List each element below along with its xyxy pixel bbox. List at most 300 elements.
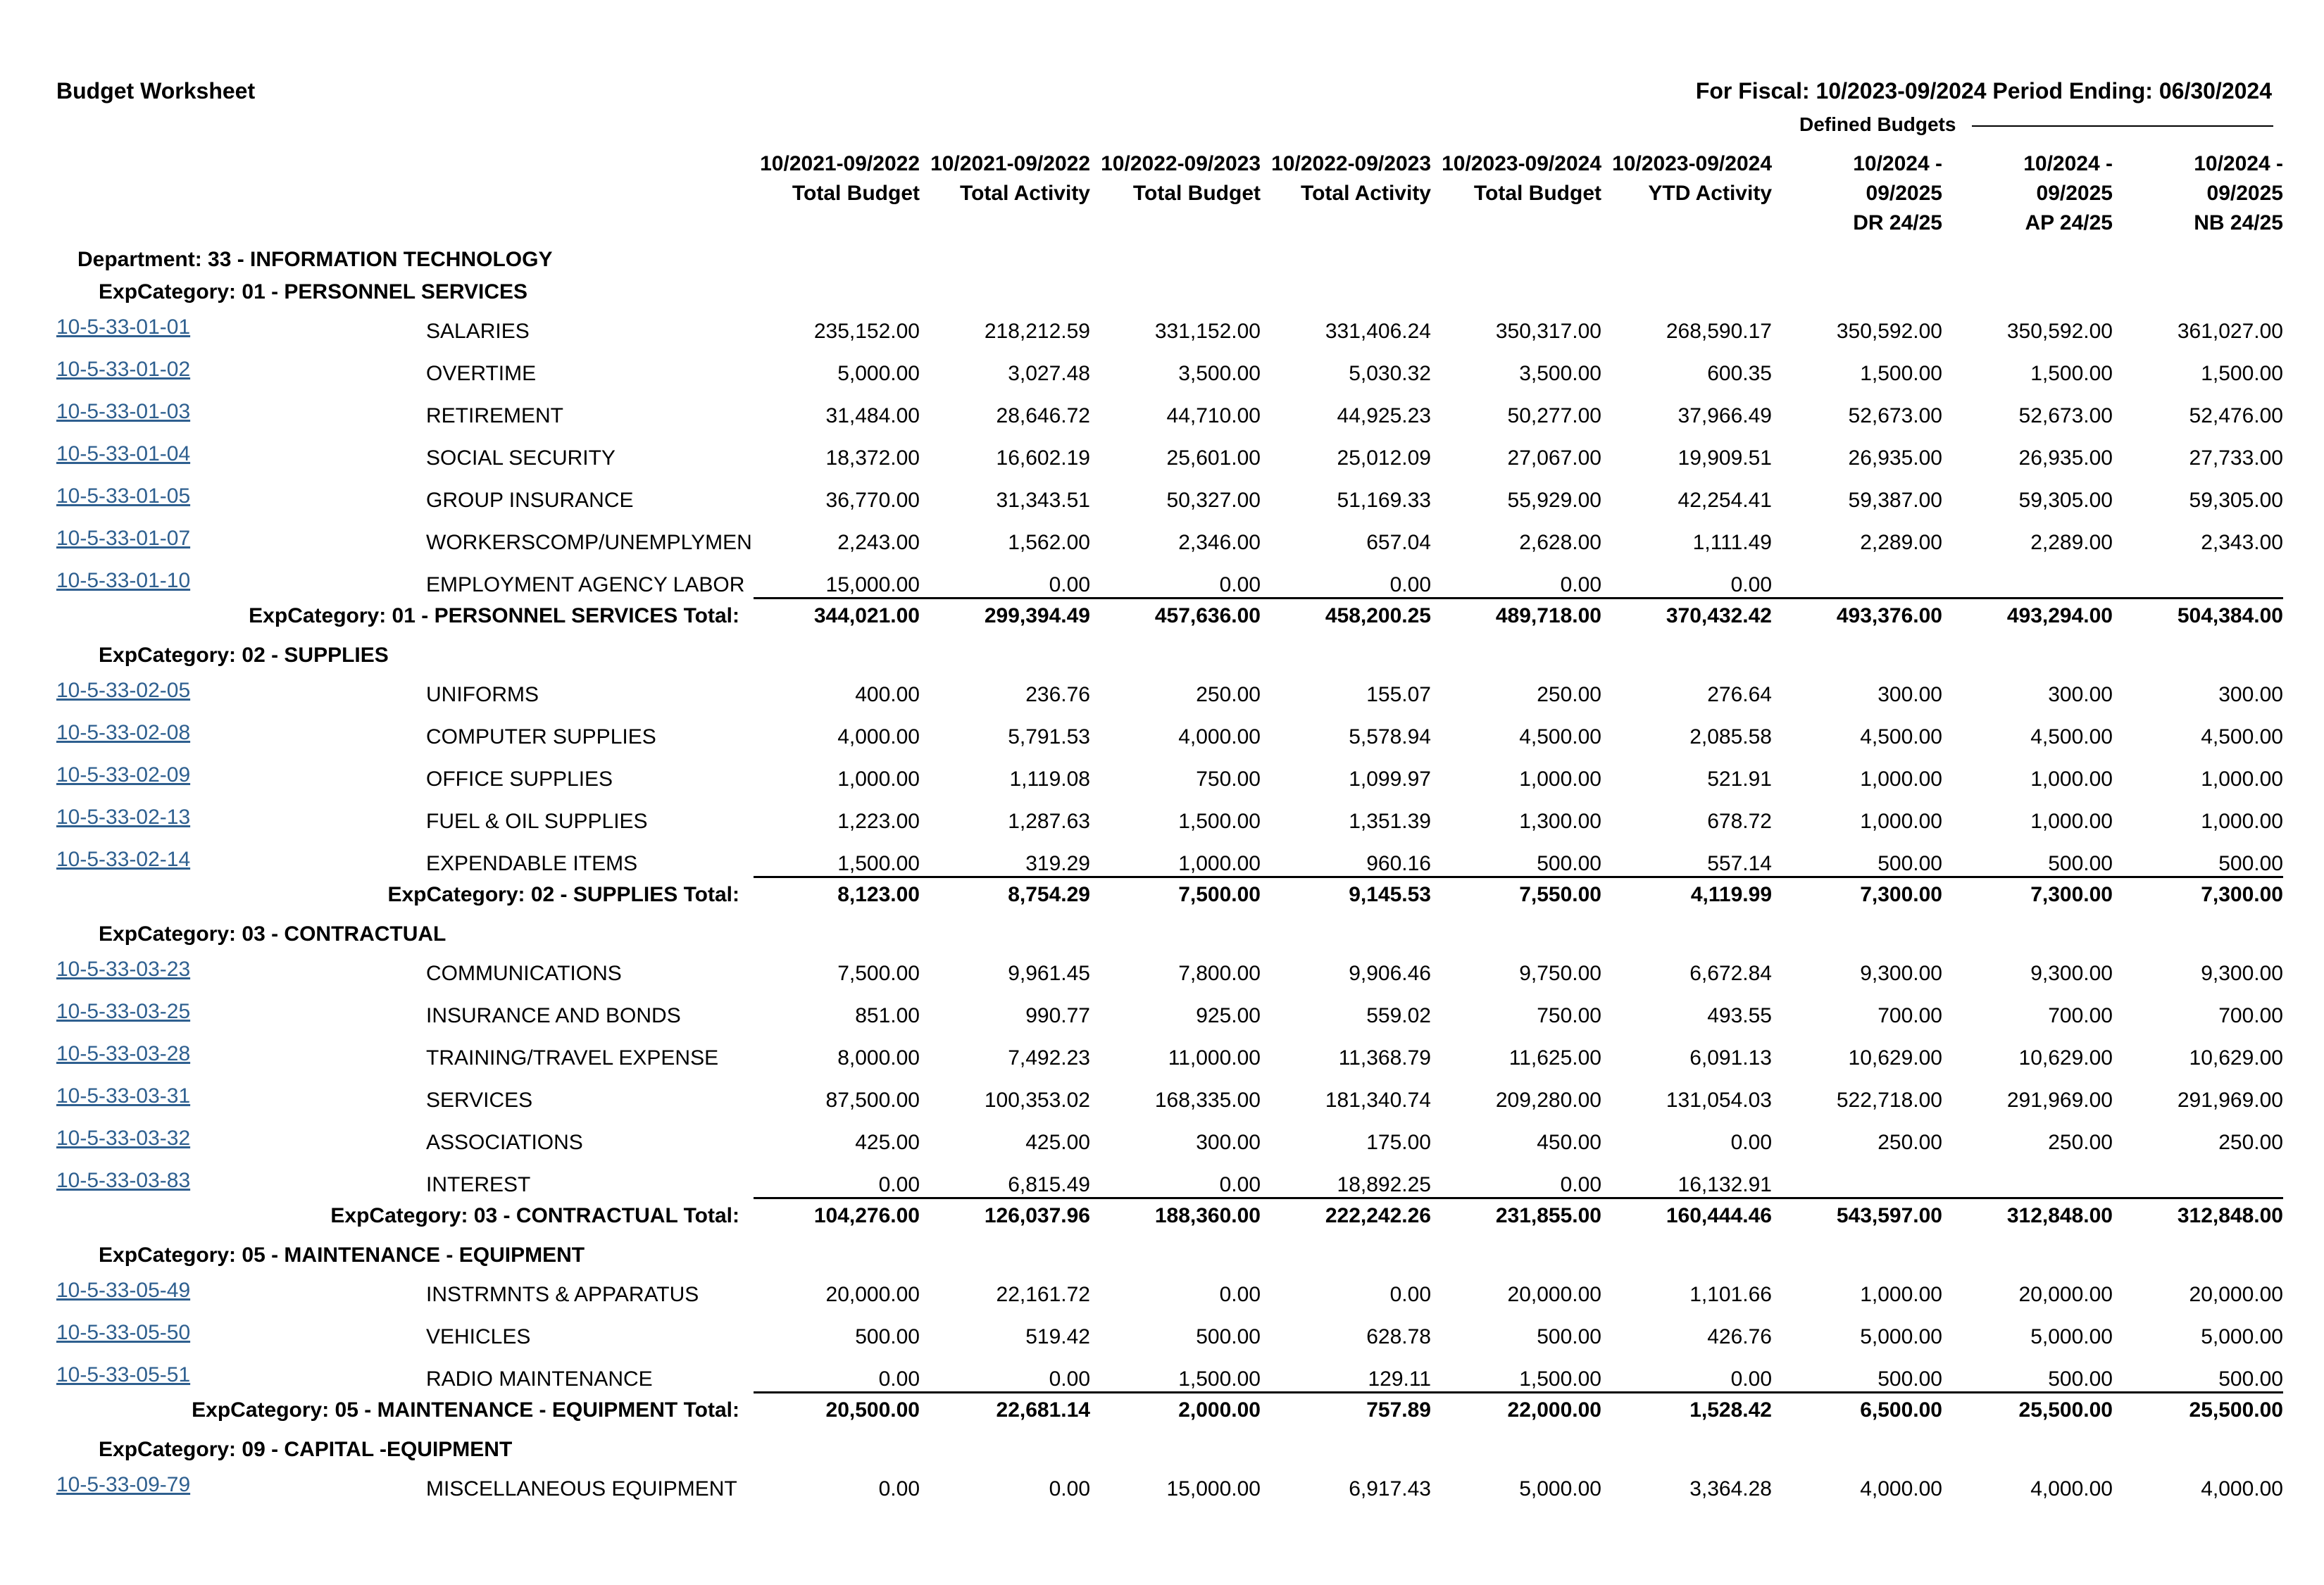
amount-cell: 500.00 — [1196, 1325, 1261, 1348]
category-total-cell: 126,037.96 — [984, 1204, 1090, 1227]
amount-cell: 700.00 — [2048, 1004, 2113, 1027]
amount-cell: 291,969.00 — [2006, 1089, 2113, 1112]
account-link[interactable]: 10-5-33-01-04 — [56, 442, 191, 465]
category-total-cell: 160,444.46 — [1666, 1204, 1772, 1227]
amount-cell: 500.00 — [2048, 852, 2113, 875]
amount-cell: 1,300.00 — [1519, 810, 1601, 833]
amount-cell: 2,289.00 — [2030, 531, 2113, 554]
category-total-cell: 1,528.42 — [1689, 1398, 1772, 1422]
amount-cell: 10,629.00 — [2189, 1046, 2283, 1070]
subtotal-rule — [754, 876, 2283, 878]
category-total-cell: 493,294.00 — [2006, 604, 2113, 627]
amount-cell: 3,500.00 — [1519, 362, 1601, 385]
amount-cell: 6,815.49 — [1008, 1173, 1090, 1196]
account-link[interactable]: 10-5-33-03-32 — [56, 1127, 191, 1150]
line-item-description: COMMUNICATIONS — [426, 962, 622, 985]
amount-cell: 300.00 — [1196, 1131, 1261, 1154]
amount-cell: 450.00 — [1537, 1131, 1601, 1154]
category-total-cell: 222,242.26 — [1325, 1204, 1431, 1227]
amount-cell: 1,287.63 — [1008, 810, 1090, 833]
subtotal-rule — [754, 1197, 2283, 1199]
category-total-cell: 489,718.00 — [1495, 604, 1601, 627]
column-header-line-1: 10/2021-09/2022 — [760, 152, 920, 175]
amount-cell: 15,000.00 — [1166, 1477, 1261, 1501]
amount-cell: 5,000.00 — [2030, 1325, 2113, 1348]
amount-cell: 7,500.00 — [837, 962, 920, 985]
amount-cell: 1,500.00 — [1519, 1367, 1601, 1391]
amount-cell: 9,300.00 — [1860, 962, 1942, 985]
column-header-line-1: 10/2024 - — [2023, 152, 2113, 175]
line-item-description: ASSOCIATIONS — [426, 1131, 583, 1154]
amount-cell: 9,300.00 — [2201, 962, 2283, 985]
amount-cell: 0.00 — [1730, 573, 1772, 596]
amount-cell: 300.00 — [1878, 683, 1942, 706]
amount-cell: 700.00 — [1878, 1004, 1942, 1027]
category-total-cell: 8,123.00 — [837, 883, 920, 906]
amount-cell: 28,646.72 — [996, 404, 1090, 427]
account-link[interactable]: 10-5-33-01-01 — [56, 315, 191, 339]
amount-cell: 678.72 — [1707, 810, 1772, 833]
amount-cell: 657.04 — [1366, 531, 1431, 554]
amount-cell: 1,500.00 — [2030, 362, 2113, 385]
amount-cell: 426.76 — [1707, 1325, 1772, 1348]
column-header-line-2: Total Budget — [792, 182, 920, 205]
column-header-line-1: 10/2024 - — [2194, 152, 2283, 175]
amount-cell: 1,111.49 — [1692, 531, 1772, 554]
amount-cell: 2,085.58 — [1689, 725, 1772, 748]
category-total-cell: 370,432.42 — [1666, 604, 1772, 627]
amount-cell: 500.00 — [2048, 1367, 2113, 1391]
amount-cell: 52,476.00 — [2189, 404, 2283, 427]
line-item-description: RETIREMENT — [426, 404, 563, 427]
account-link[interactable]: 10-5-33-05-49 — [56, 1279, 191, 1302]
line-item-description: EMPLOYMENT AGENCY LABOR — [426, 573, 745, 596]
amount-cell: 400.00 — [855, 683, 920, 706]
column-header-line-1: 10/2021-09/2022 — [930, 152, 1090, 175]
amount-cell: 1,101.66 — [1689, 1283, 1772, 1306]
amount-cell: 15,000.00 — [825, 573, 920, 596]
amount-cell: 36,770.00 — [825, 489, 920, 512]
account-link[interactable]: 10-5-33-01-05 — [56, 484, 191, 508]
fiscal-period: For Fiscal: 10/2023-09/2024 Period Ending: 06/30/2024 — [1695, 78, 2272, 104]
account-link[interactable]: 10-5-33-03-31 — [56, 1084, 191, 1108]
category-total-cell: 25,500.00 — [2018, 1398, 2113, 1422]
amount-cell: 960.16 — [1366, 852, 1431, 875]
amount-cell: 59,305.00 — [2018, 489, 2113, 512]
category-heading: ExpCategory: 03 - CONTRACTUAL — [99, 922, 446, 946]
account-link[interactable]: 10-5-33-01-03 — [56, 400, 191, 423]
line-item-description: INTEREST — [426, 1173, 531, 1196]
category-total-cell: 504,384.00 — [2177, 604, 2283, 627]
account-link[interactable]: 10-5-33-09-79 — [56, 1473, 191, 1496]
amount-cell: 250.00 — [2048, 1131, 2113, 1154]
amount-cell: 1,500.00 — [1178, 1367, 1261, 1391]
amount-cell: 1,000.00 — [1178, 852, 1261, 875]
amount-cell: 276.64 — [1707, 683, 1772, 706]
amount-cell: 425.00 — [1025, 1131, 1090, 1154]
amount-cell: 2,346.00 — [1178, 531, 1261, 554]
amount-cell: 1,000.00 — [2201, 810, 2283, 833]
amount-cell: 990.77 — [1025, 1004, 1090, 1027]
amount-cell: 2,243.00 — [837, 531, 920, 554]
amount-cell: 0.00 — [1730, 1131, 1772, 1154]
category-heading: ExpCategory: 01 - PERSONNEL SERVICES — [99, 280, 528, 303]
amount-cell: 2,628.00 — [1519, 531, 1601, 554]
amount-cell: 87,500.00 — [825, 1089, 920, 1112]
amount-cell: 50,327.00 — [1166, 489, 1261, 512]
column-header-line-2: Total Budget — [1132, 182, 1261, 205]
defined-budgets-label: Defined Budgets — [1799, 113, 1956, 135]
amount-cell: 350,592.00 — [1836, 320, 1942, 343]
amount-cell: 361,027.00 — [2177, 320, 2283, 343]
amount-cell: 500.00 — [2218, 852, 2283, 875]
amount-cell: 20,000.00 — [2018, 1283, 2113, 1306]
category-total-cell: 20,500.00 — [825, 1398, 920, 1422]
amount-cell: 27,067.00 — [1507, 446, 1601, 470]
amount-cell: 350,317.00 — [1495, 320, 1601, 343]
category-total-cell: 299,394.49 — [984, 604, 1090, 627]
subtotal-rule — [754, 597, 2283, 599]
amount-cell: 6,672.84 — [1689, 962, 1772, 985]
amount-cell: 250.00 — [1878, 1131, 1942, 1154]
amount-cell: 522,718.00 — [1836, 1089, 1942, 1112]
amount-cell: 16,132.91 — [1678, 1173, 1772, 1196]
amount-cell: 0.00 — [1219, 1283, 1261, 1306]
amount-cell: 10,629.00 — [1848, 1046, 1942, 1070]
line-item-description: WORKERSCOMP/UNEMPLYMEN — [426, 531, 752, 554]
category-total-cell: 6,500.00 — [1860, 1398, 1942, 1422]
account-link[interactable]: 10-5-33-02-09 — [56, 763, 191, 787]
category-total-cell: 458,200.25 — [1325, 604, 1431, 627]
amount-cell: 52,673.00 — [2018, 404, 2113, 427]
amount-cell: 1,500.00 — [1178, 810, 1261, 833]
amount-cell: 9,961.45 — [1008, 962, 1090, 985]
category-total-cell: 757.89 — [1366, 1398, 1431, 1422]
amount-cell: 500.00 — [2218, 1367, 2283, 1391]
amount-cell: 9,300.00 — [2030, 962, 2113, 985]
category-total-cell: 344,021.00 — [813, 604, 920, 627]
amount-cell: 131,054.03 — [1666, 1089, 1772, 1112]
amount-cell: 500.00 — [855, 1325, 920, 1348]
amount-cell: 20,000.00 — [1507, 1283, 1601, 1306]
amount-cell: 11,625.00 — [1508, 1046, 1601, 1070]
category-total-cell: 312,848.00 — [2177, 1204, 2283, 1227]
amount-cell: 8,000.00 — [837, 1046, 920, 1070]
amount-cell: 1,562.00 — [1008, 531, 1090, 554]
category-total-cell: 4,119.99 — [1690, 883, 1772, 906]
line-item-description: SALARIES — [426, 320, 530, 343]
amount-cell: 559.02 — [1366, 1004, 1431, 1027]
amount-cell: 331,152.00 — [1154, 320, 1261, 343]
amount-cell: 557.14 — [1707, 852, 1772, 875]
report-title: Budget Worksheet — [56, 78, 256, 104]
amount-cell: 18,892.25 — [1337, 1173, 1431, 1196]
amount-cell: 0.00 — [878, 1367, 920, 1391]
amount-cell: 4,500.00 — [2030, 725, 2113, 748]
amount-cell: 750.00 — [1537, 1004, 1601, 1027]
line-item-description: RADIO MAINTENANCE — [426, 1367, 653, 1391]
amount-cell: 100,353.02 — [984, 1089, 1090, 1112]
amount-cell: 291,969.00 — [2177, 1089, 2283, 1112]
category-total-label: ExpCategory: 03 - CONTRACTUAL Total: — [330, 1204, 739, 1227]
category-total-cell: 231,855.00 — [1495, 1204, 1601, 1227]
amount-cell: 0.00 — [1219, 573, 1261, 596]
amount-cell: 350,592.00 — [2006, 320, 2113, 343]
amount-cell: 50,277.00 — [1507, 404, 1601, 427]
category-total-cell: 7,300.00 — [1860, 883, 1942, 906]
amount-cell: 425.00 — [855, 1131, 920, 1154]
amount-cell: 11,000.00 — [1168, 1046, 1261, 1070]
amount-cell: 59,305.00 — [2189, 489, 2283, 512]
amount-cell: 4,000.00 — [2030, 1477, 2113, 1501]
amount-cell: 5,000.00 — [1519, 1477, 1601, 1501]
amount-cell: 600.35 — [1707, 362, 1772, 385]
account-link[interactable]: 10-5-33-03-83 — [56, 1169, 191, 1192]
amount-cell: 500.00 — [1537, 852, 1601, 875]
column-header-line-2: Total Activity — [959, 182, 1090, 205]
amount-cell: 25,601.00 — [1166, 446, 1261, 470]
amount-cell: 0.00 — [1049, 1367, 1090, 1391]
amount-cell: 5,791.53 — [1008, 725, 1090, 748]
department-heading: Department: 33 - INFORMATION TECHNOLOGY — [77, 248, 553, 271]
category-total-cell: 22,681.14 — [996, 1398, 1090, 1422]
amount-cell: 250.00 — [2218, 1131, 2283, 1154]
amount-cell: 300.00 — [2218, 683, 2283, 706]
amount-cell: 5,030.32 — [1349, 362, 1431, 385]
amount-cell: 1,000.00 — [2201, 768, 2283, 791]
category-total-cell: 7,550.00 — [1519, 883, 1601, 906]
column-header-line-1: 10/2022-09/2023 — [1101, 152, 1261, 175]
amount-cell: 268,590.17 — [1666, 320, 1772, 343]
category-total-cell: 104,276.00 — [813, 1204, 920, 1227]
category-heading: ExpCategory: 05 - MAINTENANCE - EQUIPMENT — [99, 1243, 585, 1267]
amount-cell: 10,629.00 — [2018, 1046, 2113, 1070]
amount-cell: 700.00 — [2218, 1004, 2283, 1027]
account-link[interactable]: 10-5-33-03-25 — [56, 1000, 191, 1023]
category-total-cell: 22,000.00 — [1507, 1398, 1601, 1422]
column-header-line-1: 10/2023-09/2024 — [1612, 152, 1772, 175]
defined-budgets-rule — [1972, 125, 2273, 127]
line-item-description: FUEL & OIL SUPPLIES — [426, 810, 648, 833]
amount-cell: 9,750.00 — [1519, 962, 1601, 985]
amount-cell: 155.07 — [1366, 683, 1431, 706]
amount-cell: 20,000.00 — [825, 1283, 920, 1306]
category-total-label: ExpCategory: 02 - SUPPLIES Total: — [387, 883, 739, 906]
amount-cell: 4,500.00 — [1519, 725, 1601, 748]
line-item-description: GROUP INSURANCE — [426, 489, 634, 512]
line-item-description: TRAINING/TRAVEL EXPENSE — [426, 1046, 719, 1070]
amount-cell: 6,917.43 — [1349, 1477, 1431, 1501]
amount-cell: 209,280.00 — [1495, 1089, 1601, 1112]
amount-cell: 0.00 — [1560, 1173, 1601, 1196]
column-header-line-2: Total Budget — [1473, 182, 1601, 205]
amount-cell: 1,000.00 — [1519, 768, 1601, 791]
amount-cell: 0.00 — [1049, 1477, 1090, 1501]
category-total-cell: 8,754.29 — [1008, 883, 1090, 906]
amount-cell: 250.00 — [1537, 683, 1601, 706]
category-total-cell: 188,360.00 — [1154, 1204, 1261, 1227]
amount-cell: 500.00 — [1878, 1367, 1942, 1391]
amount-cell: 319.29 — [1025, 852, 1090, 875]
account-link[interactable]: 10-5-33-03-28 — [56, 1042, 191, 1065]
amount-cell: 0.00 — [1730, 1367, 1772, 1391]
account-link[interactable]: 10-5-33-02-05 — [56, 679, 191, 702]
column-header-line-2: 09/2025 — [2206, 182, 2283, 205]
line-item-description: VEHICLES — [426, 1325, 531, 1348]
amount-cell: 925.00 — [1196, 1004, 1261, 1027]
amount-cell: 218,212.59 — [984, 320, 1090, 343]
amount-cell: 26,935.00 — [1848, 446, 1942, 470]
amount-cell: 1,500.00 — [1860, 362, 1942, 385]
amount-cell: 0.00 — [1219, 1173, 1261, 1196]
amount-cell: 59,387.00 — [1848, 489, 1942, 512]
column-header-line-2: 09/2025 — [1866, 182, 1942, 205]
amount-cell: 129.11 — [1368, 1367, 1431, 1391]
amount-cell: 0.00 — [1389, 1283, 1431, 1306]
column-header-line-1: 10/2023-09/2024 — [1442, 152, 1601, 175]
amount-cell: 31,484.00 — [825, 404, 920, 427]
category-total-cell: 543,597.00 — [1836, 1204, 1942, 1227]
account-link[interactable]: 10-5-33-03-23 — [56, 958, 191, 981]
amount-cell: 5,578.94 — [1349, 725, 1431, 748]
amount-cell: 42,254.41 — [1678, 489, 1772, 512]
amount-cell: 55,929.00 — [1507, 489, 1601, 512]
amount-cell: 500.00 — [1878, 852, 1942, 875]
amount-cell: 519.42 — [1025, 1325, 1090, 1348]
amount-cell: 4,500.00 — [2201, 725, 2283, 748]
amount-cell: 3,364.28 — [1689, 1477, 1772, 1501]
amount-cell: 16,602.19 — [996, 446, 1090, 470]
amount-cell: 52,673.00 — [1848, 404, 1942, 427]
account-link[interactable]: 10-5-33-02-08 — [56, 721, 191, 744]
amount-cell: 175.00 — [1366, 1131, 1431, 1154]
amount-cell: 4,000.00 — [2201, 1477, 2283, 1501]
line-item-description: INSURANCE AND BONDS — [426, 1004, 681, 1027]
amount-cell: 331,406.24 — [1325, 320, 1431, 343]
amount-cell: 22,161.72 — [996, 1283, 1090, 1306]
account-link[interactable]: 10-5-33-01-07 — [56, 527, 191, 550]
amount-cell: 7,492.23 — [1008, 1046, 1090, 1070]
category-total-label: ExpCategory: 05 - MAINTENANCE - EQUIPMENT Total: — [192, 1398, 739, 1422]
category-total-cell: 7,500.00 — [1178, 883, 1261, 906]
column-header-line-3: NB 24/25 — [2194, 211, 2283, 234]
column-header-line-2: Total Activity — [1300, 182, 1431, 205]
amount-cell: 1,000.00 — [1860, 1283, 1942, 1306]
amount-cell: 11,368.79 — [1338, 1046, 1431, 1070]
amount-cell: 6,091.13 — [1689, 1046, 1772, 1070]
amount-cell: 0.00 — [1389, 573, 1431, 596]
amount-cell: 1,000.00 — [837, 768, 920, 791]
amount-cell: 7,800.00 — [1178, 962, 1261, 985]
amount-cell: 4,000.00 — [1178, 725, 1261, 748]
amount-cell: 1,000.00 — [2030, 810, 2113, 833]
amount-cell: 300.00 — [2048, 683, 2113, 706]
category-total-label: ExpCategory: 01 - PERSONNEL SERVICES Total: — [249, 604, 739, 627]
column-header-line-1: 10/2022-09/2023 — [1271, 152, 1431, 175]
amount-cell: 3,027.48 — [1008, 362, 1090, 385]
line-item-description: SOCIAL SECURITY — [426, 446, 616, 470]
amount-cell: 19,909.51 — [1678, 446, 1772, 470]
category-heading: ExpCategory: 02 - SUPPLIES — [99, 644, 389, 667]
amount-cell: 37,966.49 — [1678, 404, 1772, 427]
amount-cell: 5,000.00 — [837, 362, 920, 385]
amount-cell: 4,000.00 — [1860, 1477, 1942, 1501]
amount-cell: 750.00 — [1196, 768, 1261, 791]
amount-cell: 18,372.00 — [825, 446, 920, 470]
amount-cell: 1,000.00 — [2030, 768, 2113, 791]
column-header-line-3: AP 24/25 — [2025, 211, 2113, 234]
amount-cell: 521.91 — [1707, 768, 1772, 791]
amount-cell: 31,343.51 — [996, 489, 1090, 512]
amount-cell: 26,935.00 — [2018, 446, 2113, 470]
category-heading: ExpCategory: 09 - CAPITAL -EQUIPMENT — [99, 1438, 513, 1461]
category-total-cell: 457,636.00 — [1154, 604, 1261, 627]
amount-cell: 5,000.00 — [1860, 1325, 1942, 1348]
amount-cell: 5,000.00 — [2201, 1325, 2283, 1348]
line-item-description: INSTRMNTS & APPARATUS — [426, 1283, 699, 1306]
line-item-description: COMPUTER SUPPLIES — [426, 725, 656, 748]
column-header-line-2: YTD Activity — [1648, 182, 1772, 205]
line-item-description: UNIFORMS — [426, 683, 539, 706]
account-link[interactable]: 10-5-33-05-50 — [56, 1321, 191, 1344]
category-total-cell: 9,145.53 — [1349, 883, 1431, 906]
amount-cell: 1,000.00 — [1860, 768, 1942, 791]
amount-cell: 4,500.00 — [1860, 725, 1942, 748]
amount-cell: 493.55 — [1707, 1004, 1772, 1027]
amount-cell: 27,733.00 — [2189, 446, 2283, 470]
amount-cell: 4,000.00 — [837, 725, 920, 748]
amount-cell: 3,500.00 — [1178, 362, 1261, 385]
amount-cell: 0.00 — [1560, 573, 1601, 596]
account-link[interactable]: 10-5-33-01-10 — [56, 569, 191, 592]
column-header-line-3: DR 24/25 — [1853, 211, 1942, 234]
account-link[interactable]: 10-5-33-01-02 — [56, 358, 191, 381]
amount-cell: 181,340.74 — [1325, 1089, 1431, 1112]
amount-cell: 500.00 — [1537, 1325, 1601, 1348]
subtotal-rule — [754, 1391, 2283, 1393]
category-total-cell: 2,000.00 — [1178, 1398, 1261, 1422]
line-item-description: OFFICE SUPPLIES — [426, 768, 613, 791]
amount-cell: 0.00 — [878, 1173, 920, 1196]
amount-cell: 2,343.00 — [2201, 531, 2283, 554]
amount-cell: 1,351.39 — [1349, 810, 1431, 833]
amount-cell: 9,906.46 — [1349, 962, 1431, 985]
amount-cell: 168,335.00 — [1154, 1089, 1261, 1112]
account-link[interactable]: 10-5-33-02-13 — [56, 806, 191, 829]
amount-cell: 44,925.23 — [1337, 404, 1431, 427]
amount-cell: 1,000.00 — [1860, 810, 1942, 833]
line-item-description: MISCELLANEOUS EQUIPMENT — [426, 1477, 737, 1501]
account-link[interactable]: 10-5-33-02-14 — [56, 848, 191, 871]
amount-cell: 851.00 — [855, 1004, 920, 1027]
line-item-description: OVERTIME — [426, 362, 537, 385]
amount-cell: 25,012.09 — [1337, 446, 1431, 470]
amount-cell: 1,223.00 — [837, 810, 920, 833]
category-total-cell: 312,848.00 — [2006, 1204, 2113, 1227]
amount-cell: 235,152.00 — [813, 320, 920, 343]
category-total-cell: 493,376.00 — [1836, 604, 1942, 627]
account-link[interactable]: 10-5-33-05-51 — [56, 1363, 191, 1386]
amount-cell: 44,710.00 — [1166, 404, 1261, 427]
amount-cell: 236.76 — [1025, 683, 1090, 706]
amount-cell: 1,099.97 — [1349, 768, 1431, 791]
amount-cell: 2,289.00 — [1860, 531, 1942, 554]
amount-cell: 628.78 — [1366, 1325, 1431, 1348]
amount-cell: 1,500.00 — [837, 852, 920, 875]
amount-cell: 20,000.00 — [2189, 1283, 2283, 1306]
column-header-line-2: 09/2025 — [2036, 182, 2113, 205]
amount-cell: 1,500.00 — [2201, 362, 2283, 385]
